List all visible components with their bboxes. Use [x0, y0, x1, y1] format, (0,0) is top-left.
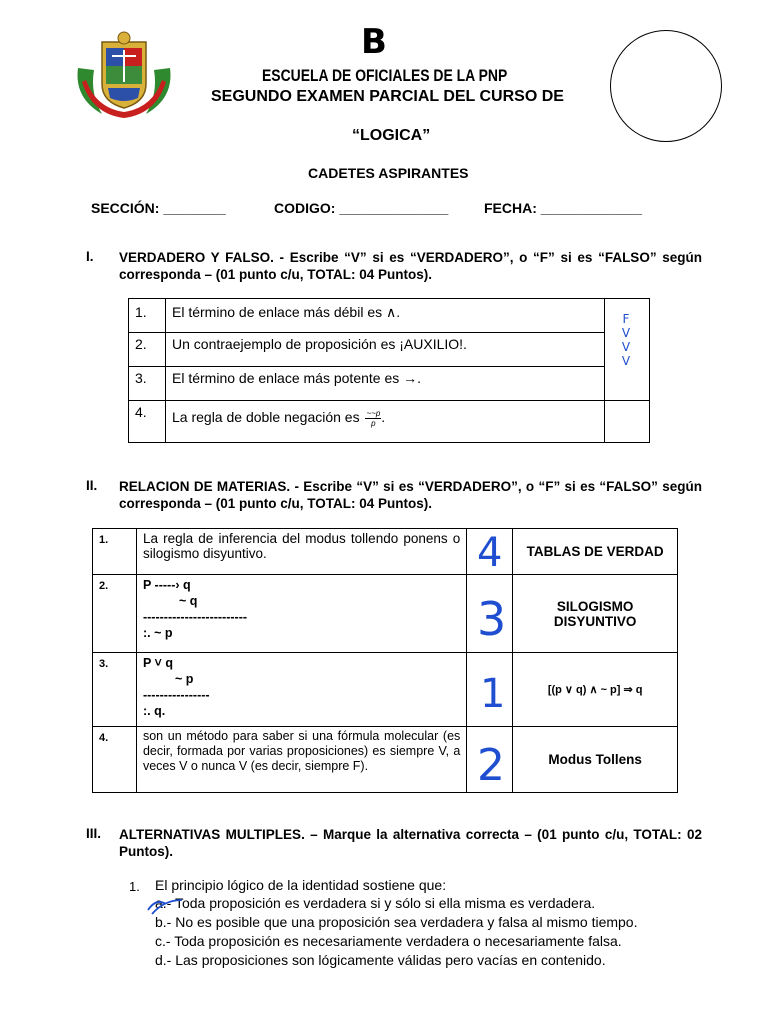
table-row: [129, 299, 650, 333]
question-number: 1.: [129, 879, 140, 894]
row-number: 1.: [129, 299, 166, 333]
part3-instructions: ALTERNATIVAS MULTIPLES. – Marque la alternativa correcta – (01 punto c/u, TOTAL: 02 Puntos).: [119, 827, 702, 859]
code-field: CODIGO: ______________: [274, 200, 449, 216]
premise-line: P -----› q: [142, 578, 191, 592]
row-match: SILOGISMO DISYUNTIVO: [513, 575, 678, 653]
group-title: CADETES ASPIRANTES: [308, 165, 469, 181]
option-d[interactable]: d.- Las proposiciones son lógicamente válidas pero vacías en contenido.: [155, 952, 606, 968]
row-content: [136, 653, 466, 727]
handwritten-answer: 3: [477, 592, 507, 646]
row-number: 3.: [93, 653, 137, 727]
row-number: 1.: [93, 529, 137, 575]
options-list: [155, 894, 637, 970]
answer-cell[interactable]: [605, 401, 650, 443]
part1-number: I.: [86, 249, 94, 264]
row-statement: El término de enlace más débil es ∧.: [166, 299, 605, 333]
table-row: [129, 333, 650, 367]
question-text: El principio lógico de la identidad sostiene que:: [155, 877, 447, 893]
premise-line: ~ p: [174, 672, 194, 686]
part1-instructions: VERDADERO Y FALSO. - Escribe “V” si es “VERDADERO”, o “F” si es “FALSO” según corresponda – (01 punto c/u, TOTAL: 04 Puntos).: [119, 250, 702, 282]
exam-title: SEGUNDO EXAMEN PARCIAL DEL CURSO DE: [211, 88, 564, 105]
conclusion-line: :. q.: [142, 704, 166, 718]
premise-line: ~ q: [178, 594, 198, 608]
grade-circle: [610, 30, 722, 142]
row-content: [136, 575, 466, 653]
row-statement: [166, 401, 605, 443]
premise-line: P ˅ q: [142, 656, 173, 670]
double-negation-fraction: [365, 409, 381, 428]
handwritten-answer: 2: [477, 740, 505, 791]
school-name: ESCUELA DE OFICIALES DE LA PNP: [262, 66, 508, 85]
option-a[interactable]: a.- Toda proposición es verdadera si y sólo si ella misma es verdadera.: [155, 895, 596, 911]
answer-mark: V: [621, 340, 631, 354]
row-number: 3.: [129, 367, 166, 401]
handwritten-check-icon: [146, 894, 186, 921]
row-content: La regla de inferencia del modus tollendo ponens o silogismo disyuntivo.: [136, 529, 466, 575]
fraction-end: .: [381, 409, 386, 426]
row-statement: Un contraejemplo de proposición es ¡AUXILIO!.: [166, 333, 605, 367]
statement-text: La regla de doble negación es: [172, 409, 360, 426]
part2-table: [92, 528, 678, 793]
answer-mark: V: [621, 354, 631, 368]
table-row: [93, 575, 678, 653]
answer-mark: V: [621, 326, 631, 340]
handwritten-answer: 1: [480, 671, 506, 717]
course-title: “LOGICA”: [352, 127, 431, 144]
table-row: [93, 653, 678, 727]
row-number: 2.: [129, 333, 166, 367]
row-match: TABLAS DE VERDAD: [513, 529, 678, 575]
table-row: [129, 367, 650, 401]
row-statement: El término de enlace más potente es →.: [166, 367, 605, 401]
part3-number: III.: [86, 826, 102, 841]
row-content: son un método para saber si una fórmula molecular (es decir, formada por varias proposiciones) es siempre V, a veces V o nunca V (es decir, siempre F).: [136, 727, 466, 793]
table-row: [93, 529, 678, 575]
row-number: 4.: [129, 401, 166, 443]
date-field: FECHA: _____________: [484, 200, 642, 216]
option-c[interactable]: c.- Toda proposición es necesariamente verdadera o necesariamente falsa.: [155, 933, 622, 949]
table-row: [129, 401, 650, 443]
section-field: SECCIÓN: ________: [91, 200, 226, 216]
separator-line: -------------------------: [142, 610, 248, 624]
part2-number: II.: [86, 478, 98, 493]
table-row: [93, 727, 678, 793]
option-b[interactable]: b.- No es posible que una proposición sea verdadera y falsa al mismo tiempo.: [155, 914, 638, 930]
conclusion-line: :. ~ p: [142, 626, 173, 640]
crest-logo: [72, 28, 176, 120]
fraction-bottom: p: [371, 419, 376, 428]
exam-version-letter: B: [361, 22, 387, 62]
answer-mark: F: [622, 312, 630, 326]
handwritten-answer: 4: [477, 530, 503, 576]
row-match: [(p ∨ q) ∧ ~ p] ⇒ q: [513, 653, 678, 727]
separator-line: ----------------: [142, 688, 210, 702]
handwritten-answers: [620, 312, 632, 368]
row-number: 2.: [93, 575, 137, 653]
fraction-top: ~~p: [366, 409, 381, 418]
row-number: 4.: [93, 727, 137, 793]
row-match: Modus Tollens: [513, 727, 678, 793]
part2-instructions: RELACION DE MATERIAS. - Escribe “V” si es “VERDADERO”, o “F” si es “FALSO” según corresponda – (01 punto c/u, TOTAL: 04 Puntos).: [119, 479, 702, 511]
part1-table: [128, 298, 650, 443]
